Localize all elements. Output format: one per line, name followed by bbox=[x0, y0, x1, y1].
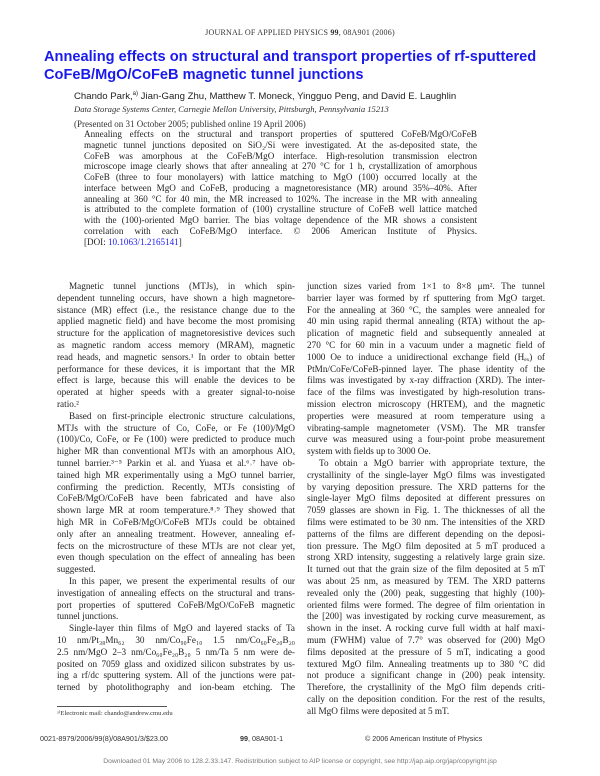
journal-volume: 99 bbox=[330, 28, 339, 37]
paragraph-line: 270 °C for 60 min in a vacuum under a magnetic field of bbox=[307, 339, 545, 350]
paragraph-line: It turned out that the grain size of the film deposited at 5 mT bbox=[307, 564, 545, 575]
paragraph-line: plication of magnetic field and subsequently annealed at bbox=[307, 328, 545, 339]
paragraph-line: Magnetic tunnel junctions (MTJs), in which spin- bbox=[69, 281, 295, 291]
paragraph-line: as magnetic random access memory (MRAM), magnetic bbox=[57, 339, 295, 350]
author-list bbox=[74, 91, 456, 102]
paragraph-line: Therefore, the crystallinity of the MgO film depends criti- bbox=[307, 682, 545, 693]
footer-issn: 0021-8979/2006/99(8)/08A901/3/$23.00 bbox=[40, 734, 168, 743]
footer-volume: 99 bbox=[240, 734, 248, 743]
abstract-line: Annealing effects on the structural and transport properties of sputtered CoFeB/MgO/CoFeB bbox=[84, 129, 477, 139]
doi-link[interactable]: 10.1063/1.2165141 bbox=[108, 236, 179, 247]
paragraph-line: films deposited at the pressure of 5 mT, indicating a good bbox=[307, 646, 545, 657]
paragraph-line: all MgO films were deposited at 5 mT. bbox=[307, 705, 450, 716]
running-header bbox=[0, 28, 600, 37]
paragraph-line: sistance (MR) effect (i.e., the resistance change due to the bbox=[57, 304, 295, 315]
paragraph-line: even though speculation on the effect of annealing has been bbox=[57, 552, 295, 563]
footer-page-id: , 08A901-1 bbox=[248, 734, 284, 743]
paragraph-line: performance for these devices, it is important that the MR bbox=[57, 363, 295, 374]
paragraph-line: shown large MR at room temperature.⁸˒⁹ They showed that bbox=[57, 505, 295, 516]
paragraph-line: suggested. bbox=[57, 564, 96, 575]
paragraph-line: only after an annealing treatment. However, annealing ef- bbox=[57, 528, 295, 539]
body-column-right bbox=[307, 281, 545, 717]
abstract-line: annealing at 360 °C for 40 min, the MR increased to 102%. The increase in the MR with annealing bbox=[84, 193, 477, 204]
paragraph-line: (100)/Co, CoFe, or Fe (100) were predicted to produce much bbox=[57, 434, 295, 445]
paragraph-line: tained high MR experimentally using a MgO tunnel barrier, bbox=[57, 469, 295, 480]
paragraph-line: was about 25 nm, as measured by TEM. The XRD patterns bbox=[307, 575, 545, 586]
abstract bbox=[84, 129, 477, 247]
paragraph-line: films was investigated by x-ray diffraction (XRD). The inter- bbox=[307, 375, 545, 386]
paragraph-line: 2.5 nm/MgO 2–3 nm/Co₆₀Fe₂₀B₂₀ 5 nm/Ta 5 nm were de- bbox=[57, 646, 295, 657]
abstract-line: is attributed to the complete formation of (100) crystalline structure of CoFeB well lattice matched bbox=[84, 204, 477, 215]
paragraph-line: read heads, and magnetic sensors.¹ In order to obtain better bbox=[57, 351, 295, 362]
footnote: ᵃ⁾Electronic mail: chando@andrew.cmu.edu bbox=[57, 710, 173, 717]
paragraph-line: PtMn/CoFe/CoFeB-pinned layer. The phase identity of the bbox=[307, 363, 545, 374]
body-column-left bbox=[57, 281, 295, 694]
footnote-mark[interactable]: a) bbox=[132, 91, 139, 97]
paragraph-line: dependent tunneling occurs, have shown a high magnetore- bbox=[57, 292, 295, 303]
paper-title bbox=[44, 49, 564, 84]
paragraph-line: 1000 Oe to induce a unidirectional exchange field (Hₑₓ) of bbox=[307, 351, 545, 362]
author-first: Chando Park, bbox=[74, 91, 133, 103]
paragraph-line: investigation of annealing effects on the structural and trans- bbox=[57, 587, 295, 598]
paragraph-line: not produce a significant change in (200) peak intensity. bbox=[307, 670, 545, 681]
paragraph-line: barrier layer was formed by rf sputtering from MgO target. bbox=[307, 292, 545, 303]
paragraph-line: ing a rf/dc sputtering system. All of the junctions were pat- bbox=[57, 670, 295, 681]
paragraph-line: CoFeB/MgO/CoFeB have been fabricated and have also bbox=[57, 493, 295, 504]
footer-page bbox=[240, 734, 283, 743]
paragraph-line: high MR in CoFeB/MgO/CoFeB MTJs could be obtained bbox=[57, 516, 295, 527]
abstract-line: CoFeB was amorphous at the CoFeB/MgO interface. High-resolution transmission electron bbox=[84, 150, 477, 161]
doi-prefix: [DOI: bbox=[84, 236, 108, 247]
download-notice: Downloaded 01 May 2006 to 128.2.33.147. Redistribution subject to AIP license or copyright, see http://jap.aip.org/jap/copyright.jsp bbox=[103, 758, 497, 765]
paragraph-line: revealed only the (200) peak, suggesting that highly (100)- bbox=[307, 587, 545, 598]
paragraph-line: mum (FWHM) value of 7.7° was observed for (200) MgO bbox=[307, 634, 545, 645]
paragraph-line: applied magnetic field) and have become the most promising bbox=[57, 316, 295, 327]
paragraph-line: 7059 glasses are shown in Fig. 1. The thicknesses of all the bbox=[307, 505, 545, 516]
paragraph-line: confirming the prediction. Recently, MTJs consisting of bbox=[57, 481, 295, 492]
paragraph-line: operated at higher speeds with a greater signal-to-noise bbox=[57, 387, 295, 398]
paragraph-line: patterns of the films are different depending on the deposi- bbox=[307, 528, 545, 539]
paragraph-line: by varying deposition pressure. The XRD patterns for the bbox=[307, 481, 545, 492]
paragraph-line: cally on the deposition condition. For the rest of the results, bbox=[307, 693, 545, 704]
paragraph-line: Single-layer thin films of MgO and layered stacks of Ta bbox=[69, 623, 295, 634]
paragraph-line: junction sizes varied from 1×1 to 8×8 μm². The tunnel bbox=[307, 281, 545, 291]
paragraph-line: effect is large, because this will enable the devices to be bbox=[57, 375, 295, 386]
abstract-line: with the (100)-oriented MgO barrier. The bias voltage dependence of the MR shows a consistent bbox=[84, 215, 477, 225]
paragraph-line: curve was measured using a four-point probe measurement bbox=[307, 434, 545, 445]
footnote-divider bbox=[57, 706, 167, 707]
publication-dates: (Presented on 31 October 2005; published online 19 April 2006) bbox=[74, 119, 306, 129]
paragraph-line: structure for the application of magnetoresistive devices such bbox=[57, 328, 295, 339]
paragraph-line: 40 min using rapid thermal annealing (RTA) without the ap- bbox=[307, 316, 545, 327]
paragraph-line: In this paper, we present the experimental results of our bbox=[69, 575, 295, 586]
paragraph-line: For the annealing at 360 °C, the samples were annealed for bbox=[307, 304, 545, 315]
paragraph-line: tunnel junctions. bbox=[57, 611, 119, 622]
paragraph-line: system with fields up to 3000 Oe. bbox=[307, 446, 431, 457]
title-line-1: Annealing effects on structural and transport properties of rf-sputtered bbox=[44, 49, 537, 65]
paragraph-line: terned by photolithography and ion-beam etching. The bbox=[57, 682, 295, 693]
paragraph-line: higher MR than conventional MTJs with an amorphous AlOₓ bbox=[57, 446, 295, 457]
abstract-line: correlation with each CoFeB/MgO interface. © 2006 American Institute of Physics. bbox=[84, 225, 477, 236]
paragraph-line: mission electron microscopy (HRTEM), and the magnetic bbox=[307, 398, 545, 409]
abstract-line: magnetic tunnel junctions deposited on SiO₂/Si were investigated. At the as-deposited state, the bbox=[84, 139, 477, 150]
journal-name: JOURNAL OF APPLIED PHYSICS bbox=[205, 28, 329, 37]
paragraph-line: single-layer MgO films deposited at different pressures on bbox=[307, 493, 545, 504]
paragraph-line: ratio.² bbox=[57, 398, 79, 409]
paragraph-line: fects on the microstructure of these MTJs are not clear yet, bbox=[57, 540, 295, 551]
paragraph-line: posited on 7059 glass and oxidized silicon substrates by us- bbox=[57, 658, 295, 669]
doi-line bbox=[84, 237, 477, 248]
paragraph-line: properties were measured at room temperature using a bbox=[307, 410, 545, 421]
paragraph-line: the [200] was investigated by rocking curve measurement, as bbox=[307, 611, 545, 622]
paragraph-line: oriented films were formed. The degree of film orientation in bbox=[307, 599, 545, 610]
paragraph-line: port properties of sputtered CoFeB/MgO/CoFeB magnetic bbox=[57, 599, 295, 610]
abstract-line: microscope image clearly shows that after annealing at 270 °C for 1 h, crystallization of amorphous bbox=[84, 161, 477, 172]
abstract-line: CoFeB (three to four monolayers) with lattice matching to MgO (100) occurred locally at the bbox=[84, 172, 477, 182]
paragraph-line: MTJs with the structure of Co, CoFe, or Fe (100)/MgO bbox=[57, 422, 295, 433]
paragraph-line: vibrating-sample magnetometer (VSM). The MR transfer bbox=[307, 422, 545, 433]
abstract-line: interface between MgO and CoFeB, producing a magnetoresistance (MR) around 35%–40%. After bbox=[84, 182, 477, 193]
paragraph-line: strong XRD intensity, suggesting a relatively large grain size. bbox=[307, 552, 545, 563]
doi-suffix: ] bbox=[178, 236, 182, 247]
paragraph-line: shown in the inset. A rocking curve full width at half maxi- bbox=[307, 623, 545, 634]
paragraph-line: 10 nm/Pt₃₈Mn₆₂ 30 nm/Co₉₀Fe₁₀ 1.5 nm/Co₆₀Fe₂₀B₂₀ bbox=[57, 634, 295, 645]
author-rest: Jian-Gang Zhu, Matthew T. Moneck, Yingguo Peng, and David E. Laughlin bbox=[138, 91, 457, 103]
paragraph-line: tunnel barrier.³⁻⁵ Parkin et al. and Yuasa et al.⁶˒⁷ have ob- bbox=[57, 457, 295, 468]
title-line-2: CoFeB/MgO/CoFeB magnetic tunnel junctions bbox=[44, 66, 364, 83]
footer-copyright: © 2006 American Institute of Physics bbox=[365, 734, 483, 743]
paragraph-line: face of the films was investigated by high-resolution trans- bbox=[307, 387, 545, 398]
affiliation: Data Storage Systems Center, Carnegie Mellon University, Pittsburgh, Pennsylvania 15213 bbox=[74, 104, 389, 114]
paragraph-line: textured MgO film. Annealing treatments up to 380 °C did bbox=[307, 658, 545, 669]
paragraph-line: To obtain a MgO barrier with appropriate texture, the bbox=[319, 457, 545, 468]
paragraph-line: films were estimated to be 30 nm. The intensities of the XRD bbox=[307, 516, 545, 527]
paragraph-line: crystallinity of the single-layer MgO films was investigated bbox=[307, 469, 545, 480]
paragraph-line: tion pressure. The MgO film deposited at 5 mT produced a bbox=[307, 540, 545, 551]
paragraph-line: Based on first-principle electronic structure calculations, bbox=[69, 410, 295, 421]
journal-article-id: , 08A901 (2006) bbox=[338, 28, 395, 37]
